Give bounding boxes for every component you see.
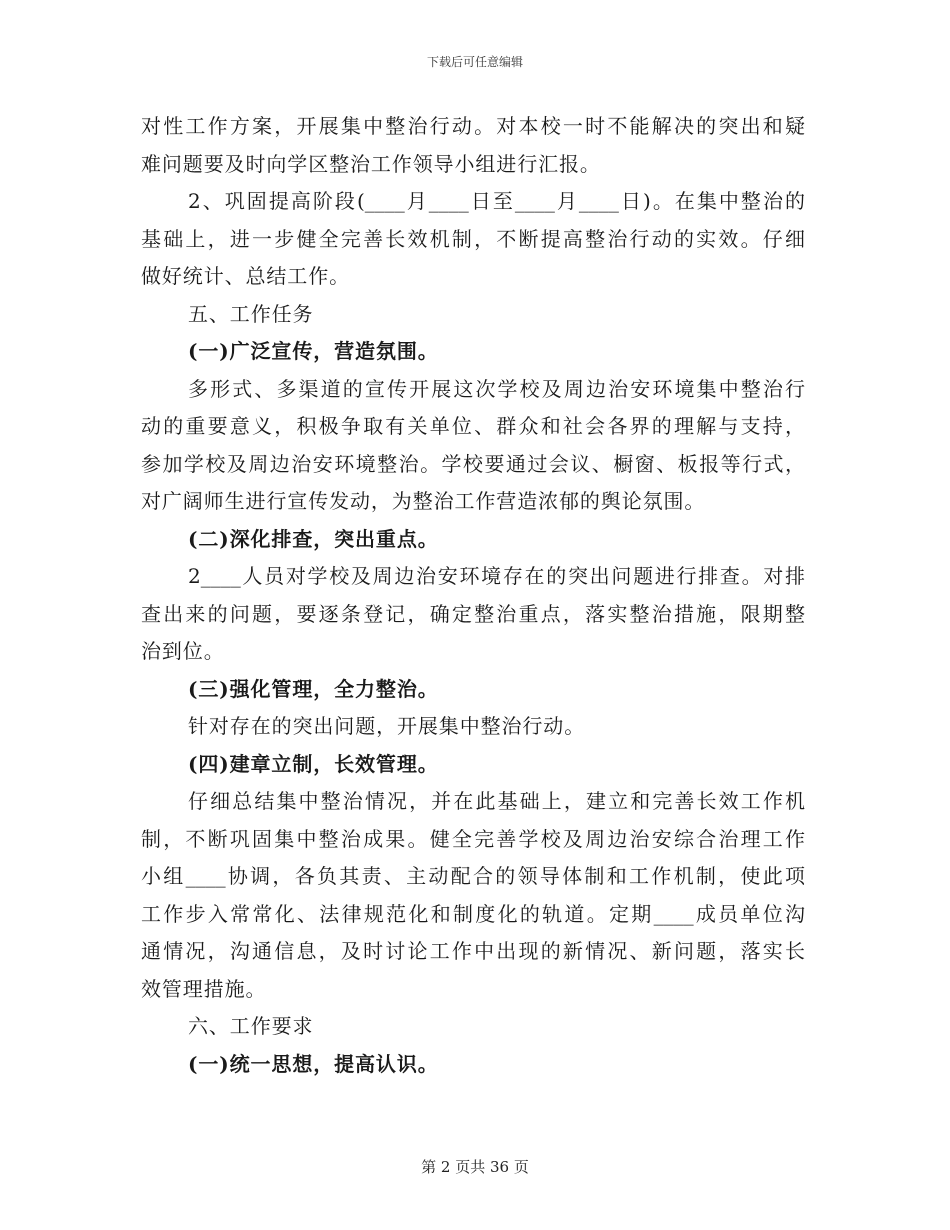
paragraph-line: 小组____协调，各负其责、主动配合的领导体制和工作机制，使此项 xyxy=(141,864,805,888)
paragraph-line: 工作步入常常化、法律规范化和制度化的轨道。定期____成员单位沟 xyxy=(141,901,805,926)
paragraph-line: 多形式、多渠道的宣传开展这次学校及周边治安环境集中整治行 xyxy=(188,376,805,401)
paragraph-line: 通情况，沟通信息，及时讨论工作中出现的新情况、新问题，落实长 xyxy=(141,939,805,963)
paragraph-line: 做好统计、总结工作。 xyxy=(141,264,350,288)
paragraph-line: 2____人员对学校及周边治安环境存在的突出问题进行排查。对排 xyxy=(188,564,805,588)
subsection-heading: (一)统一思想，提高认识。 xyxy=(188,1051,439,1076)
paragraph-line: 制，不断巩固集中整治成果。健全完善学校及周边治安综合治理工作 xyxy=(141,826,805,851)
paragraph-line: 仔细总结集中整治情况，并在此基础上，建立和完善长效工作机 xyxy=(188,789,805,813)
paragraph-line: 治到位。 xyxy=(141,639,225,663)
header-note: 下载后可任意编辑 xyxy=(426,55,523,69)
page-number: 第 2 页共 36 页 xyxy=(421,1158,529,1176)
paragraph-line: 参加学校及周边治安环境整治。学校要通过会议、橱窗、板报等行式， xyxy=(141,451,805,476)
paragraph-line: 动的重要意义，积极争取有关单位、群众和社会各界的理解与支持， xyxy=(141,414,805,438)
paragraph-line: 难问题要及时向学区整治工作领导小组进行汇报。 xyxy=(141,151,601,176)
paragraph-line: 2、巩固提高阶段(____月____日至____月____日)。在集中整治的 xyxy=(188,189,805,213)
paragraph-line: 基础上，进一步健全完善长效机制，不断提高整治行动的实效。仔细 xyxy=(141,226,805,251)
subsection-heading: (二)深化排查，突出重点。 xyxy=(188,526,439,551)
subsection-heading: (四)建章立制，长效管理。 xyxy=(188,751,439,776)
section-heading: 六、工作要求 xyxy=(188,1014,314,1038)
paragraph-line: 针对存在的突出问题，开展集中整治行动。 xyxy=(188,714,586,738)
subsection-heading: (三)强化管理，全力整治。 xyxy=(188,676,439,701)
subsection-heading: (一)广泛宣传，营造氛围。 xyxy=(188,339,439,363)
document-body xyxy=(141,108,805,1083)
paragraph-line: 对性工作方案，开展集中整治行动。对本校一时不能解决的突出和疑 xyxy=(141,114,805,138)
paragraph-line: 对广阔师生进行宣传发动，为整治工作营造浓郁的舆论氛围。 xyxy=(141,489,706,513)
section-heading: 五、工作任务 xyxy=(188,301,314,326)
paragraph-line: 效管理措施。 xyxy=(141,976,267,1001)
paragraph-line: 查出来的问题，要逐条登记，确定整治重点，落实整治措施，限期整 xyxy=(141,601,805,626)
